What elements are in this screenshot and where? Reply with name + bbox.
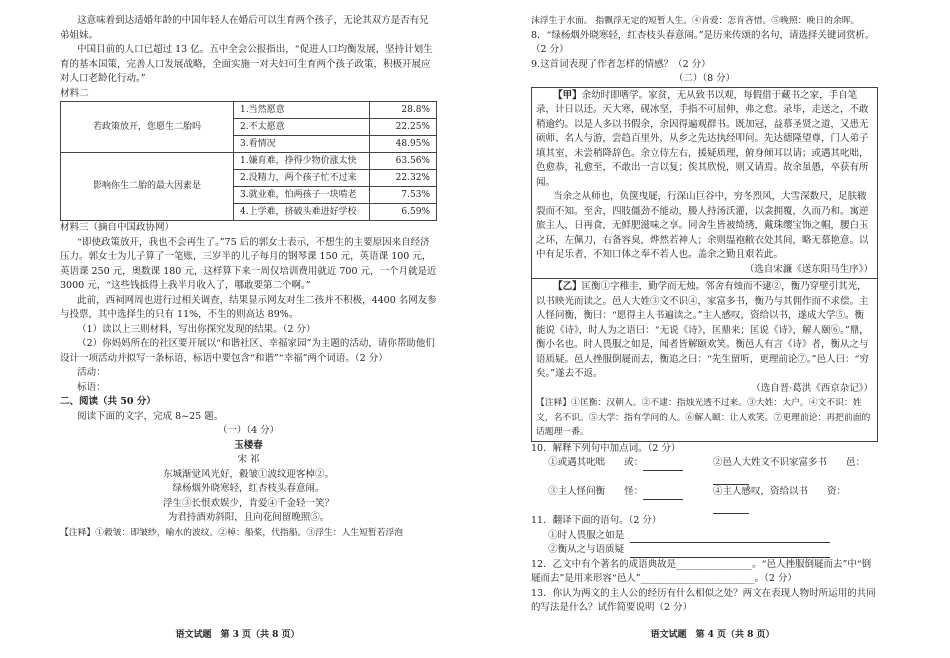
translate-item: ①时人畏服之如是 [548,529,625,541]
question: 9.这首词表现了作者怎样的情感？（2 分） [531,58,711,70]
section-instructions: 阅读下面的文字，完成 8~25 题。 [77,410,224,422]
part-header: （一）（4 分） [217,425,280,436]
percent-cell: 48.95% [370,136,437,153]
answer-blank[interactable] [643,459,683,471]
passage-source: （选自晋·葛洪《西京杂记》） [751,382,873,394]
material-label: 材料二 [60,87,89,99]
activity-prompt: 活动： [77,367,106,378]
paragraph: 中国目前的人口已超过 13 亿。五中全会公报指出，“促进人口均衡发展，坚持计划生育的基本国策，完善人口发展战略，全面实施一对夫妇可生育两个孩子政策，积极开展应对人口老龄化行动。” [60,44,433,84]
survey-table [60,101,437,221]
percent-cell: 22.32% [370,170,437,187]
question: 11．翻译下面的语句。（2 分） [531,515,662,526]
answer-blank[interactable] [643,488,683,500]
percent-cell: 28.8% [370,102,437,119]
section-title: 二、阅读（共 50 分） [60,396,156,407]
answer-item: ①或遇其叱咄 或： [548,457,644,468]
material-label: 材料三（摘自中国政协网） [60,222,175,233]
paragraph: 这意味着到达适婚年龄的中国年轻人在婚后可以生育两个孩子，无论其双方是否有兄弟姐妹。 [60,15,429,41]
answer-row [531,485,878,514]
question: （2）你妈妈所在的社区要开展以“和谐社区、幸福家园”为主题的活动，请你帮助他们设计一项活动并拟写一条标语，标语中要包含“和谐”“幸福”两个词语。（2 分） [60,338,435,364]
page-footer: 语文试题 第 4 页（共 8 页） [650,629,775,640]
answer-cell: 1.当然愿意 [234,102,370,119]
question: 8．“绿杨烟外晓寒轻，红杏枝头春意闹。”是历来传颂的名句，请选择关键词赏析。（2 分） [531,29,875,55]
answer-row [531,456,878,485]
paragraph: 此前，西祠网周也进行过相关调查，结果显示网友对生二孩并不积极，4400 名网友参与投票，其中选择生的只有 11%，不生的则高达 89%。 [60,294,437,320]
passage-label: 【乙】 [553,281,582,292]
poem-line: 为君持酒劝斜阳，且向花间留晚照⑤。 [167,512,330,523]
answer-cell: 4.上学难，挤破头难进好学校 [234,204,370,221]
answer-line[interactable] [630,546,830,558]
percent-cell: 63.56% [370,153,437,170]
question: （1）读以上三则材料，写出你探究发现的结果。（2 分） [77,323,316,335]
slogan-prompt: 标语： [77,381,106,393]
answer-cell: 3.就业难，怕两孩子一块啃老 [234,187,370,204]
translate-item: ②衡从之与语质疑 [548,544,625,555]
poem-title: 玉楼春 [234,439,263,451]
page-footer: 语文试题 第 3 页（共 8 页） [175,629,300,640]
question: 13．你认为两文的主人公的经历有什么相似之处？两文在表现人物时所运用的共同的写法是什么？试作简要说明（2 分） [531,587,876,613]
question-cell: 影响你生二胎的最大因素是 [61,153,234,221]
answer-cell: 2.没精力，两个孩子忙不过来 [234,170,370,187]
poem-author: 宋 祁 [237,454,260,465]
left-content [60,14,437,540]
right-page [475,0,950,658]
note-continuation: 沫浮生于水面。 指飘浮无定的短暂人生。④肯爱：怎肯吝惜。⑤晚照：晚日的余晖。 [531,16,860,26]
answer-blank[interactable] [713,473,749,485]
answer-item: ②邑人大姓文不识家富多书 邑： [713,457,866,468]
poem-line: 东城渐觉风光好，縠皱①波纹迎客棹②。 [162,468,334,480]
passage-yi [531,279,878,442]
right-content [531,14,878,616]
passage-source: （选自宋濂《送东阳马生序》） [744,263,873,275]
paragraph: “即使政策放开，我也不会再生了。”75 后的郭女士表示，不想生的主要原因来自经济压力。郭女士为儿子算了一笔账，三岁半的儿子每月的钢琴课 150 元，英语课 100 元，英语课 250 元，奥数课 180 元，这样算下来一周仅培训费用就近 700 元，一个月就是近 3000 元，“这些钱抵得上我半月收入了，哪敢要第二个啊。” [60,236,437,291]
answer-cell: 1.嫌育难，挣得少物价涨太快 [234,153,370,170]
answer-cell: 3.看情况 [234,136,370,153]
answer-cell: 2.不太愿意 [234,119,370,136]
answer-line[interactable] [630,531,830,543]
passage-text: 当余之从师也，负箧曳屣，行深山巨谷中，穷冬烈风，大雪深数尺，足肤皲裂而不知。至舍，四肢僵劲不能动，媵人持汤沃灌，以衾拥覆，久而乃和。寓逆旅主人，日再食，无鲜肥滋味之享。同舍生皆被绮绣，戴珠缨宝饰之帽，腰白玉之环，左佩刀，右备容臭，烨然若神人；余则缊袍敝衣处其间，略无慕艳意。以中有足乐者，不知口体之奉不若人也。盖余之勤且艰若此。 [536,191,869,260]
part-header: （二）（8 分） [673,73,736,84]
poem-note: 【注释】①縠皱：即皱纱，喻水的波纹。②棹：船桨，代指船。③浮生：人生短暂若浮泡 [60,527,404,538]
percent-cell: 22.25% [370,119,437,136]
percent-cell: 7.53% [370,187,437,204]
answer-blank[interactable] [713,502,749,514]
poem-line: 浮生③长恨欢娱少，肯爱④千金轻一笑？ [162,497,334,509]
question: 10．解释下列句中加点词。（2 分） [531,442,681,454]
passage-label: 【甲】 [553,89,582,101]
answer-item: ④主人感叹，资给以书 资： [713,486,847,497]
percent-cell: 6.59% [370,204,437,221]
passage-text: 匡衡①字稚圭，勤学而无烛。邻舍有烛而不逮②，衡乃穿壁引其光，以书映光而读之。邑人大姓③文不识④，家富多书，衡乃与其佣作而不求偿。主人怪问衡，衡曰：“愿得主人书遍读之。”主人感叹，资给以书，遂成大学⑤。衡能说《诗》，时人为之语曰：“无说《诗》，匡鼎来；匡说《诗》，解人颐⑥。”鼎，衡小名也。时人畏服之如是，闻者皆解颐欢笑。衡邑人有言《诗》者，衡从之与语质疑。邑人挫服倒屣而去，衡追之曰：“先生留听，更理前论⑦。”邑人曰：“穷矣。”遂去不返。 [536,281,869,379]
passage-note: 【注释】①匡衡：汉朝人。②不逮：指烛光透不过来。③大姓：大户。④文不识：姓文，名不识。⑤大学：指有学问的人。⑥解人颐：让人欢笑。⑦更理前论：再把前面的话题理一番。 [536,398,871,437]
passage-text: 余幼时即嗜学。家贫，无从致书以观，每假借于藏书之家，手自笔录，计日以还。天大寒，砚冰坚，手指不可屈伸，弗之怠。录毕，走送之，不敢稍逾约。以是人多以书假余，余因得遍观群书。既加冠，益慕圣贤之道，又患无硕师、名人与游，尝趋百里外，从乡之先达执经叩问。先达德隆望尊，门人弟子填其室，未尝稍降辞色。余立侍左右，援疑质理，俯身倾耳以请；或遇其叱咄，色愈恭，礼愈至，不敢出一言以复；俟其欣悦，则又请焉。故余虽愚，卒获有所闻。 [536,89,869,188]
poem-line: 绿杨烟外晓寒轻，红杏枝头春意闹。 [172,483,325,494]
answer-item: ③主人怪问衡 怪： [548,486,644,497]
question-cell: 若政策放开，您愿生二胎吗 [61,102,234,153]
question: 12．乙文中有个著名的成语典故是________________。“邑人挫服倒屣而去”中“倒屣而去”是用来形容“邑人”________________________。（2 分） [531,558,872,584]
passage-jia [531,87,878,280]
